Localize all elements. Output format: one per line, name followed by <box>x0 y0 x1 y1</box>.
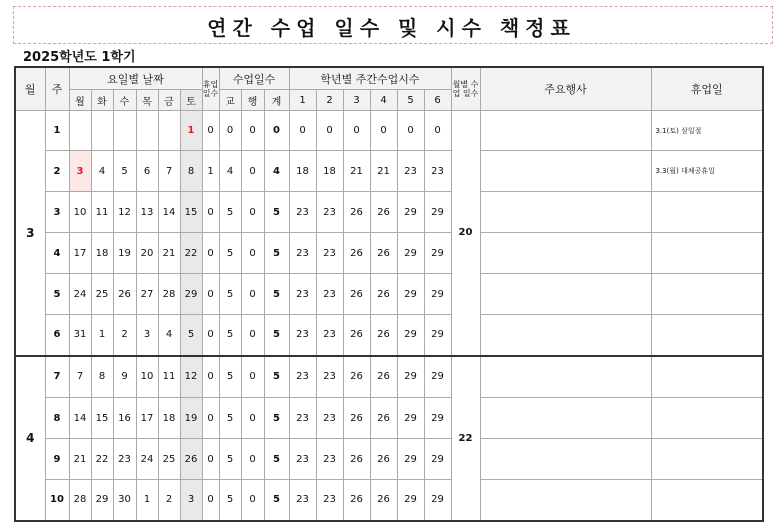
date-cell: 16 <box>113 398 136 439</box>
week-number: 5 <box>45 274 69 315</box>
event-cell[interactable] <box>480 111 651 151</box>
holiday-count: 0 <box>202 111 219 151</box>
closed-day-cell[interactable] <box>651 439 763 480</box>
monthly-days-cell: 20 <box>451 111 480 356</box>
date-cell: 23 <box>113 439 136 480</box>
closed-day-cell[interactable]: 3.3(월) 대체공휴일 <box>651 151 763 192</box>
semester-label: 2025학년도 1학기 <box>23 50 136 65</box>
grade-hours-cell: 29 <box>424 356 451 398</box>
date-cell: 30 <box>113 480 136 521</box>
date-cell: 14 <box>158 192 180 233</box>
closed-day-cell[interactable] <box>651 233 763 274</box>
class-days-cell: 5 <box>264 398 289 439</box>
grade-hours-cell: 23 <box>424 151 451 192</box>
date-cell <box>69 111 91 151</box>
class-days-cell: 5 <box>219 398 241 439</box>
grade-hours-cell: 29 <box>397 480 424 521</box>
event-cell[interactable] <box>480 192 651 233</box>
page-title: 연간 수업 일수 및 시수 책정표 <box>207 16 576 40</box>
grade-hours-cell: 23 <box>316 233 343 274</box>
header-day: 금 <box>158 90 180 111</box>
date-cell: 8 <box>180 151 202 192</box>
date-cell: 28 <box>69 480 91 521</box>
grade-hours-cell: 23 <box>289 480 316 521</box>
closed-day-cell[interactable] <box>651 480 763 521</box>
date-cell: 27 <box>136 274 158 315</box>
week-number: 2 <box>45 151 69 192</box>
grade-hours-cell: 23 <box>316 274 343 315</box>
event-cell[interactable] <box>480 315 651 356</box>
grade-hours-cell: 26 <box>370 480 397 521</box>
grade-hours-cell: 29 <box>397 274 424 315</box>
date-cell <box>113 111 136 151</box>
date-cell: 3 <box>69 151 91 192</box>
grade-hours-cell: 23 <box>397 151 424 192</box>
class-days-cell: 5 <box>264 439 289 480</box>
date-cell: 21 <box>158 233 180 274</box>
grade-hours-cell: 26 <box>370 439 397 480</box>
header-class-sub: 계 <box>264 90 289 111</box>
date-cell: 15 <box>180 192 202 233</box>
class-days-cell: 0 <box>241 274 264 315</box>
class-days-cell: 5 <box>219 274 241 315</box>
date-cell: 2 <box>158 480 180 521</box>
week-row <box>15 315 763 356</box>
grade-hours-cell: 29 <box>424 233 451 274</box>
class-days-cell: 5 <box>264 233 289 274</box>
date-cell: 25 <box>158 439 180 480</box>
header-day: 목 <box>136 90 158 111</box>
date-cell: 15 <box>91 398 113 439</box>
date-cell: 3 <box>136 315 158 356</box>
class-days-cell: 0 <box>241 439 264 480</box>
grade-hours-cell: 29 <box>424 480 451 521</box>
header-dates: 요일별 날짜 <box>69 67 202 90</box>
class-days-cell: 5 <box>219 480 241 521</box>
grade-hours-cell: 23 <box>316 192 343 233</box>
class-days-cell: 5 <box>219 233 241 274</box>
monthly-days-cell: 22 <box>451 356 480 521</box>
closed-day-cell[interactable] <box>651 398 763 439</box>
class-days-cell: 5 <box>264 274 289 315</box>
date-cell: 17 <box>69 233 91 274</box>
event-cell[interactable] <box>480 274 651 315</box>
holiday-count: 0 <box>202 356 219 398</box>
grade-hours-cell: 0 <box>424 111 451 151</box>
schedule-table <box>14 66 764 522</box>
grade-hours-cell: 29 <box>397 439 424 480</box>
week-row <box>15 439 763 480</box>
date-cell: 6 <box>136 151 158 192</box>
week-number: 10 <box>45 480 69 521</box>
class-days-cell: 5 <box>219 315 241 356</box>
date-cell <box>136 111 158 151</box>
week-row <box>15 480 763 521</box>
date-cell: 10 <box>136 356 158 398</box>
grade-hours-cell: 26 <box>343 480 370 521</box>
grade-hours-cell: 23 <box>316 398 343 439</box>
class-days-cell: 0 <box>241 233 264 274</box>
date-cell: 26 <box>113 274 136 315</box>
grade-hours-cell: 26 <box>370 315 397 356</box>
grade-hours-cell: 29 <box>424 274 451 315</box>
week-number: 9 <box>45 439 69 480</box>
grade-hours-cell: 26 <box>343 192 370 233</box>
date-cell: 22 <box>91 439 113 480</box>
grade-hours-cell: 29 <box>397 192 424 233</box>
date-cell: 11 <box>91 192 113 233</box>
class-days-cell: 0 <box>241 480 264 521</box>
date-cell: 10 <box>69 192 91 233</box>
grade-hours-cell: 23 <box>289 315 316 356</box>
event-cell[interactable] <box>480 439 651 480</box>
grade-hours-cell: 26 <box>370 398 397 439</box>
holiday-count: 0 <box>202 315 219 356</box>
week-row <box>15 274 763 315</box>
grade-hours-cell: 26 <box>370 274 397 315</box>
grade-hours-cell: 29 <box>397 233 424 274</box>
grade-hours-cell: 29 <box>397 398 424 439</box>
date-cell: 24 <box>136 439 158 480</box>
holiday-count: 0 <box>202 480 219 521</box>
grade-hours-cell: 26 <box>343 274 370 315</box>
grade-hours-cell: 26 <box>343 315 370 356</box>
grade-hours-cell: 26 <box>370 233 397 274</box>
date-cell: 2 <box>113 315 136 356</box>
date-cell: 19 <box>113 233 136 274</box>
week-number: 6 <box>45 315 69 356</box>
class-days-cell: 4 <box>264 151 289 192</box>
class-days-cell: 5 <box>264 192 289 233</box>
class-days-cell: 0 <box>241 151 264 192</box>
header-grade: 6 <box>424 90 451 111</box>
date-cell: 11 <box>158 356 180 398</box>
closed-day-cell[interactable] <box>651 274 763 315</box>
date-cell: 25 <box>91 274 113 315</box>
header-events: 주요행사 <box>480 67 651 111</box>
class-days-cell: 0 <box>241 111 264 151</box>
header-holiday-days: 휴업일수 <box>202 67 219 111</box>
grade-hours-cell: 0 <box>316 111 343 151</box>
date-cell: 9 <box>113 356 136 398</box>
header-month: 월 <box>15 67 45 111</box>
date-cell: 31 <box>69 315 91 356</box>
header-weekly-hours: 학년별 주간수업시수 <box>289 67 451 90</box>
grade-hours-cell: 0 <box>397 111 424 151</box>
header-grade: 1 <box>289 90 316 111</box>
header-closed-days: 휴업일 <box>651 67 763 111</box>
holiday-count: 0 <box>202 398 219 439</box>
grade-hours-cell: 29 <box>424 398 451 439</box>
date-cell: 29 <box>180 274 202 315</box>
header-monthly-days: 월별 수업 일수 <box>451 67 480 111</box>
grade-hours-cell: 23 <box>289 398 316 439</box>
grade-hours-cell: 26 <box>343 233 370 274</box>
grade-hours-cell: 26 <box>343 398 370 439</box>
grade-hours-cell: 29 <box>424 439 451 480</box>
date-cell: 7 <box>69 356 91 398</box>
date-cell: 4 <box>158 315 180 356</box>
class-days-cell: 5 <box>264 356 289 398</box>
class-days-cell: 0 <box>241 398 264 439</box>
month-cell: 3 <box>15 111 45 356</box>
date-cell: 19 <box>180 398 202 439</box>
header-week: 주 <box>45 67 69 111</box>
header-row-1 <box>15 67 763 90</box>
header-grade: 3 <box>343 90 370 111</box>
grade-hours-cell: 0 <box>370 111 397 151</box>
grade-hours-cell: 29 <box>397 315 424 356</box>
grade-hours-cell: 23 <box>289 233 316 274</box>
date-cell: 3 <box>180 480 202 521</box>
date-cell: 5 <box>113 151 136 192</box>
header-day: 월 <box>69 90 91 111</box>
date-cell <box>158 111 180 151</box>
event-cell[interactable] <box>480 398 651 439</box>
grade-hours-cell: 23 <box>289 356 316 398</box>
grade-hours-cell: 18 <box>289 151 316 192</box>
week-row <box>15 151 763 192</box>
month-cell: 4 <box>15 356 45 521</box>
date-cell: 8 <box>91 356 113 398</box>
grade-hours-cell: 29 <box>424 315 451 356</box>
grade-hours-cell: 26 <box>343 356 370 398</box>
date-cell: 18 <box>158 398 180 439</box>
date-cell: 28 <box>158 274 180 315</box>
grade-hours-cell: 18 <box>316 151 343 192</box>
date-cell: 14 <box>69 398 91 439</box>
date-cell: 1 <box>180 111 202 151</box>
class-days-cell: 5 <box>219 192 241 233</box>
grade-hours-cell: 21 <box>343 151 370 192</box>
class-days-cell: 5 <box>219 356 241 398</box>
week-number: 7 <box>45 356 69 398</box>
holiday-count: 1 <box>202 151 219 192</box>
header-day: 토 <box>180 90 202 111</box>
holiday-count: 0 <box>202 439 219 480</box>
closed-day-cell[interactable]: 3.1(토) 삼일절 <box>651 111 763 151</box>
grade-hours-cell: 23 <box>289 439 316 480</box>
date-cell: 5 <box>180 315 202 356</box>
class-days-cell: 0 <box>219 111 241 151</box>
week-number: 1 <box>45 111 69 151</box>
class-days-cell: 5 <box>264 315 289 356</box>
grade-hours-cell: 23 <box>289 274 316 315</box>
week-number: 8 <box>45 398 69 439</box>
grade-hours-cell: 21 <box>370 151 397 192</box>
date-cell: 12 <box>180 356 202 398</box>
closed-day-cell[interactable] <box>651 315 763 356</box>
grade-hours-cell: 0 <box>289 111 316 151</box>
week-row <box>15 111 763 151</box>
grade-hours-cell: 23 <box>289 192 316 233</box>
grade-hours-cell: 23 <box>316 356 343 398</box>
header-grade: 5 <box>397 90 424 111</box>
header-class-days: 수업일수 <box>219 67 289 90</box>
header-class-sub: 교 <box>219 90 241 111</box>
date-cell: 22 <box>180 233 202 274</box>
week-row <box>15 398 763 439</box>
grade-hours-cell: 23 <box>316 439 343 480</box>
date-cell: 26 <box>180 439 202 480</box>
grade-hours-cell: 23 <box>316 480 343 521</box>
grade-hours-cell: 23 <box>316 315 343 356</box>
grade-hours-cell: 26 <box>370 192 397 233</box>
date-cell: 21 <box>69 439 91 480</box>
grade-hours-cell: 29 <box>397 356 424 398</box>
week-number: 4 <box>45 233 69 274</box>
class-days-cell: 4 <box>219 151 241 192</box>
header-class-sub: 행 <box>241 90 264 111</box>
event-cell[interactable] <box>480 356 651 398</box>
closed-day-cell[interactable] <box>651 192 763 233</box>
class-days-cell: 0 <box>241 315 264 356</box>
date-cell: 1 <box>136 480 158 521</box>
week-row <box>15 192 763 233</box>
event-cell[interactable] <box>480 480 651 521</box>
header-grade: 2 <box>316 90 343 111</box>
class-days-cell: 5 <box>264 480 289 521</box>
header-day: 화 <box>91 90 113 111</box>
date-cell: 13 <box>136 192 158 233</box>
closed-day-cell[interactable] <box>651 356 763 398</box>
date-cell: 17 <box>136 398 158 439</box>
date-cell: 20 <box>136 233 158 274</box>
grade-hours-cell: 26 <box>343 439 370 480</box>
week-row <box>15 233 763 274</box>
grade-hours-cell: 29 <box>424 192 451 233</box>
date-cell <box>91 111 113 151</box>
class-days-cell: 0 <box>241 356 264 398</box>
class-days-cell: 5 <box>219 439 241 480</box>
grade-hours-cell: 26 <box>370 356 397 398</box>
class-days-cell: 0 <box>241 192 264 233</box>
date-cell: 18 <box>91 233 113 274</box>
date-cell: 7 <box>158 151 180 192</box>
header-grade: 4 <box>370 90 397 111</box>
date-cell: 12 <box>113 192 136 233</box>
holiday-count: 0 <box>202 274 219 315</box>
header-day: 수 <box>113 90 136 111</box>
date-cell: 1 <box>91 315 113 356</box>
date-cell: 24 <box>69 274 91 315</box>
grade-hours-cell: 0 <box>343 111 370 151</box>
class-days-cell: 0 <box>264 111 289 151</box>
event-cell[interactable] <box>480 233 651 274</box>
event-cell[interactable] <box>480 151 651 192</box>
date-cell: 29 <box>91 480 113 521</box>
week-row <box>15 356 763 398</box>
date-cell: 4 <box>91 151 113 192</box>
holiday-count: 0 <box>202 192 219 233</box>
week-number: 3 <box>45 192 69 233</box>
holiday-count: 0 <box>202 233 219 274</box>
